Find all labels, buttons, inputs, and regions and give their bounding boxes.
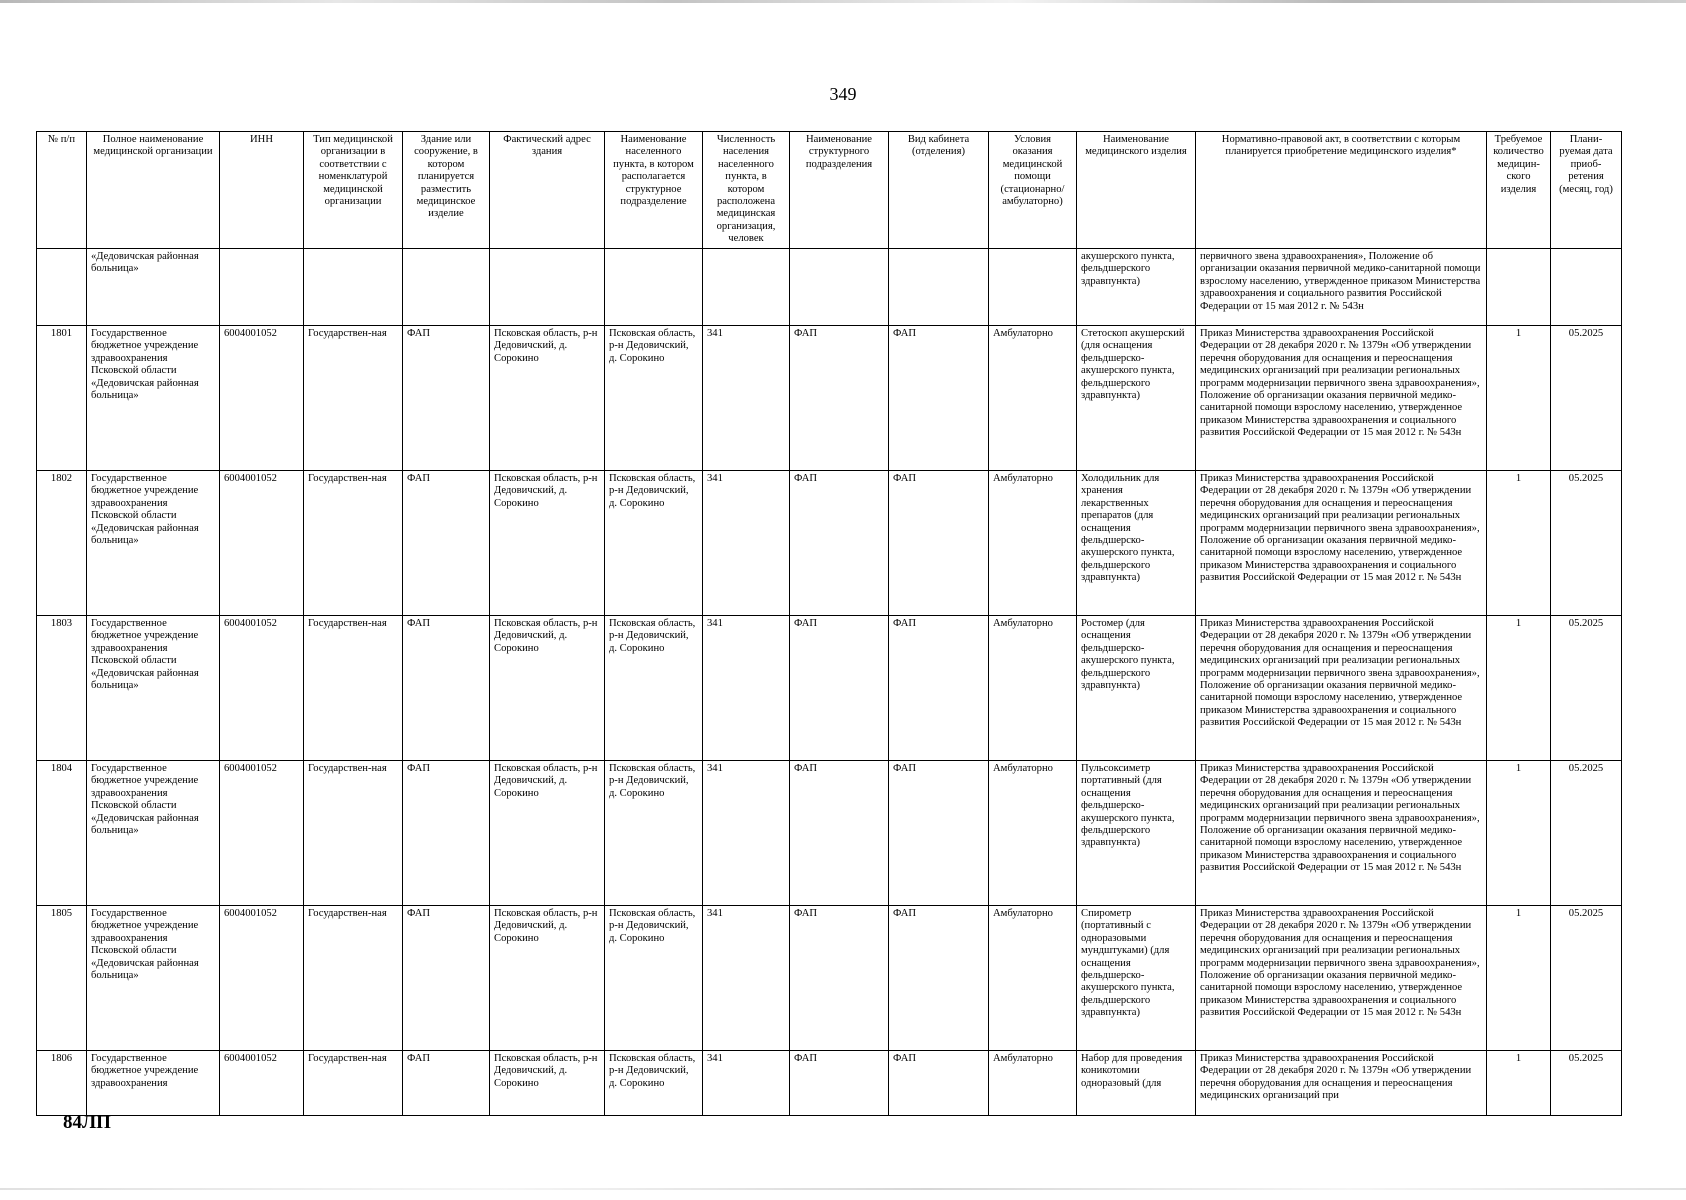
header-population: Численность населения населенного пункта, в котором расположена медицинская организация, человек: [703, 132, 790, 249]
cell-device: Холодильник для хранения лекарственных препаратов (для оснащения фельдшерско-акушерского пункта, фельдшерского здравпункта): [1077, 471, 1196, 616]
cell-qty: 1: [1487, 326, 1551, 471]
cell-date: 05.2025: [1551, 1051, 1622, 1116]
header-address: Фактический адрес здания: [490, 132, 605, 249]
cell-cabinet: ФАП: [889, 471, 989, 616]
cell-inn: 6004001052: [220, 326, 304, 471]
cell-org: Государственное бюджетное учреждение здравоохранения: [87, 1051, 220, 1116]
header-conditions: Условия оказания медицинской помощи (стационарно/ амбулаторно): [989, 132, 1077, 249]
cell-act: Приказ Министерства здравоохранения Российской Федерации от 28 декабря 2020 г. № 1379н «Об утверждении перечня оборудования для оснащения и переоснащения медицинских организаций при: [1196, 1051, 1487, 1116]
table-row: [37, 906, 1622, 1051]
header-unit: Наименование структурного подразделения: [790, 132, 889, 249]
cell-population: 341: [703, 761, 790, 906]
cell-conditions: Амбулаторно: [989, 471, 1077, 616]
cell-device: Набор для проведения коникотомии одноразовый (для: [1077, 1051, 1196, 1116]
cell-type: Государствен-ная: [304, 471, 403, 616]
cell-conditions: Амбулаторно: [989, 326, 1077, 471]
cell-building: ФАП: [403, 1051, 490, 1116]
cell-date: 05.2025: [1551, 471, 1622, 616]
cell-settlement: Псковская область, р-н Дедовичский, д. Сорокино: [605, 906, 703, 1051]
cell-population: 341: [703, 616, 790, 761]
header-building: Здание или сооружение, в котором планируется разместить медицинское изделие: [403, 132, 490, 249]
cell-population: 341: [703, 1051, 790, 1116]
cell-unit: ФАП: [790, 1051, 889, 1116]
cell-device: Спирометр (портативный с одноразовыми мундштуками) (для оснащения фельдшерско-акушерского пункта, фельдшерского здравпункта): [1077, 906, 1196, 1051]
cell-cabinet: ФАП: [889, 326, 989, 471]
header-settlement: Наименование населенного пункта, в котором располагается структурное подразделение: [605, 132, 703, 249]
cell-cabinet: ФАП: [889, 1051, 989, 1116]
cell-org: Государственное бюджетное учреждение здравоохранения Псковской области «Дедовичская районная больница»: [87, 906, 220, 1051]
page-number: 349: [829, 84, 857, 104]
cell-qty: 1: [1487, 1051, 1551, 1116]
cell-act: Приказ Министерства здравоохранения Российской Федерации от 28 декабря 2020 г. № 1379н «Об утверждении перечня оборудования для оснащения и переоснащения медицинских организаций при реализации региональных программ модернизации первичного звена здравоохранения», Положение об организации оказания первичной медико-санитарной помощи взрослому населению, утвержденное приказом Министерства здравоохранения и социального развития Российской Федерации от 15 мая 2012 г. № 543н: [1196, 326, 1487, 471]
header-act: Нормативно-правовой акт, в соответствии с которым планируется приобретение медицинского изделия*: [1196, 132, 1487, 249]
cell-org: «Дедовичская районная больница»: [87, 249, 220, 326]
header-inn: ИНН: [220, 132, 304, 249]
cell-type: Государствен-ная: [304, 616, 403, 761]
cell-inn: 6004001052: [220, 471, 304, 616]
cell-settlement: Псковская область, р-н Дедовичский, д. Сорокино: [605, 471, 703, 616]
cell-settlement: Псковская область, р-н Дедовичский, д. Сорокино: [605, 1051, 703, 1116]
cell-qty: 1: [1487, 906, 1551, 1051]
cell-unit: ФАП: [790, 616, 889, 761]
cell-device: Стетоскоп акушерский (для оснащения фельдшерско-акушерского пункта, фельдшерского здравпункта): [1077, 326, 1196, 471]
header-cabinet: Вид кабинета (отделения): [889, 132, 989, 249]
continuation-row: [37, 249, 1622, 326]
cell-num: 1802: [37, 471, 87, 616]
cell-settlement: Псковская область, р-н Дедовичский, д. Сорокино: [605, 616, 703, 761]
cell-address: Псковская область, р-н Дедовичский, д. Сорокино: [490, 326, 605, 471]
cell-num: 1806: [37, 1051, 87, 1116]
cell-address: Псковская область, р-н Дедовичский, д. Сорокино: [490, 761, 605, 906]
cell-address: Псковская область, р-н Дедовичский, д. Сорокино: [490, 616, 605, 761]
cell-type: Государствен-ная: [304, 326, 403, 471]
cell-settlement: Псковская область, р-н Дедовичский, д. Сорокино: [605, 326, 703, 471]
cell-unit: ФАП: [790, 326, 889, 471]
cell-type: Государствен-ная: [304, 761, 403, 906]
header-device: Наименование медицинского изделия: [1077, 132, 1196, 249]
cell-population: 341: [703, 326, 790, 471]
header-org: Полное наименование медицинской организации: [87, 132, 220, 249]
table-row: [37, 471, 1622, 616]
table-row: [37, 616, 1622, 761]
cell-building: ФАП: [403, 326, 490, 471]
cell-address: Псковская область, р-н Дедовичский, д. Сорокино: [490, 906, 605, 1051]
cell-conditions: Амбулаторно: [989, 906, 1077, 1051]
cell-num: 1801: [37, 326, 87, 471]
cell-building: ФАП: [403, 761, 490, 906]
cell-inn: 6004001052: [220, 616, 304, 761]
cell-num: 1805: [37, 906, 87, 1051]
table-header-row: [37, 132, 1622, 249]
table-row: [37, 326, 1622, 471]
cell-conditions: Амбулаторно: [989, 1051, 1077, 1116]
cell-type: Государствен-ная: [304, 906, 403, 1051]
header-num: № п/п: [37, 132, 87, 249]
cell-device: Ростомер (для оснащения фельдшерско-акушерского пункта, фельдшерского здравпункта): [1077, 616, 1196, 761]
cell-org: Государственное бюджетное учреждение здравоохранения Псковской области «Дедовичская районная больница»: [87, 616, 220, 761]
cell-conditions: Амбулаторно: [989, 761, 1077, 906]
scan-edge-top: [0, 0, 1686, 3]
cell-unit: ФАП: [790, 471, 889, 616]
footer-mark: 84ЛП: [63, 1112, 111, 1133]
cell-building: ФАП: [403, 906, 490, 1051]
cell-settlement: Псковская область, р-н Дедовичский, д. Сорокино: [605, 761, 703, 906]
cell-date: 05.2025: [1551, 761, 1622, 906]
cell-qty: 1: [1487, 616, 1551, 761]
cell-act: Приказ Министерства здравоохранения Российской Федерации от 28 декабря 2020 г. № 1379н «Об утверждении перечня оборудования для оснащения и переоснащения медицинских организаций при реализации региональных программ модернизации первичного звена здравоохранения», Положение об организации оказания первичной медико-санитарной помощи взрослому населению, утвержденное приказом Министерства здравоохранения и социального развития Российской Федерации от 15 мая 2012 г. № 543н: [1196, 906, 1487, 1051]
cell-org: Государственное бюджетное учреждение здравоохранения Псковской области «Дедовичская районная больница»: [87, 471, 220, 616]
cell-org: Государственное бюджетное учреждение здравоохранения Псковской области «Дедовичская районная больница»: [87, 326, 220, 471]
scan-edge-bottom: [0, 1188, 1686, 1190]
cell-conditions: Амбулаторно: [989, 616, 1077, 761]
cell-device: Пульсоксиметр портативный (для оснащения фельдшерско-акушерского пункта, фельдшерского здравпункта): [1077, 761, 1196, 906]
cell-address: Псковская область, р-н Дедовичский, д. Сорокино: [490, 1051, 605, 1116]
cell-num: 1804: [37, 761, 87, 906]
cell-inn: 6004001052: [220, 906, 304, 1051]
cell-population: 341: [703, 471, 790, 616]
cell-act: Приказ Министерства здравоохранения Российской Федерации от 28 декабря 2020 г. № 1379н «Об утверждении перечня оборудования для оснащения и переоснащения медицинских организаций при реализации региональных программ модернизации первичного звена здравоохранения», Положение об организации оказания первичной медико-санитарной помощи взрослому населению, утвержденное приказом Министерства здравоохранения и социального развития Российской Федерации от 15 мая 2012 г. № 543н: [1196, 471, 1487, 616]
cell-unit: ФАП: [790, 761, 889, 906]
cell-act: Приказ Министерства здравоохранения Российской Федерации от 28 декабря 2020 г. № 1379н «Об утверждении перечня оборудования для оснащения и переоснащения медицинских организаций при реализации региональных программ модернизации первичного звена здравоохранения», Положение об организации оказания первичной медико-санитарной помощи взрослому населению, утвержденное приказом Министерства здравоохранения и социального развития Российской Федерации от 15 мая 2012 г. № 543н: [1196, 761, 1487, 906]
cell-date: 05.2025: [1551, 326, 1622, 471]
cell-act: первичного звена здравоохранения», Положение об организации оказания первичной медико-санитарной помощи взрослому населению, утвержденное приказом Министерства здравоохранения и социального развития Российской Федерации от 15 мая 2012 г. № 543н: [1196, 249, 1487, 326]
cell-population: 341: [703, 906, 790, 1051]
cell-type: Государствен-ная: [304, 1051, 403, 1116]
header-type: Тип медицинской организации в соответствии с номенклатурой медицинской организации: [304, 132, 403, 249]
table-row: [37, 1051, 1622, 1116]
cell-device: акушерского пункта, фельдшерского здравпункта): [1077, 249, 1196, 326]
cell-building: ФАП: [403, 616, 490, 761]
header-qty: Требуемое количество медицин-ского изделия: [1487, 132, 1551, 249]
cell-building: ФАП: [403, 471, 490, 616]
cell-address: Псковская область, р-н Дедовичский, д. Сорокино: [490, 471, 605, 616]
cell-act: Приказ Министерства здравоохранения Российской Федерации от 28 декабря 2020 г. № 1379н «Об утверждении перечня оборудования для оснащения и переоснащения медицинских организаций при реализации региональных программ модернизации первичного звена здравоохранения», Положение об организации оказания первичной медико-санитарной помощи взрослому населению, утвержденное приказом Министерства здравоохранения и социального развития Российской Федерации от 15 мая 2012 г. № 543н: [1196, 616, 1487, 761]
equipment-table: [36, 131, 1622, 1116]
cell-unit: ФАП: [790, 906, 889, 1051]
cell-num: 1803: [37, 616, 87, 761]
cell-inn: 6004001052: [220, 761, 304, 906]
header-date: Плани-руемая дата приоб-ретения (месяц, год): [1551, 132, 1622, 249]
cell-qty: 1: [1487, 761, 1551, 906]
table-row: [37, 761, 1622, 906]
cell-org: Государственное бюджетное учреждение здравоохранения Псковской области «Дедовичская районная больница»: [87, 761, 220, 906]
cell-date: 05.2025: [1551, 616, 1622, 761]
cell-cabinet: ФАП: [889, 906, 989, 1051]
cell-cabinet: ФАП: [889, 761, 989, 906]
cell-date: 05.2025: [1551, 906, 1622, 1051]
cell-cabinet: ФАП: [889, 616, 989, 761]
cell-inn: 6004001052: [220, 1051, 304, 1116]
cell-qty: 1: [1487, 471, 1551, 616]
